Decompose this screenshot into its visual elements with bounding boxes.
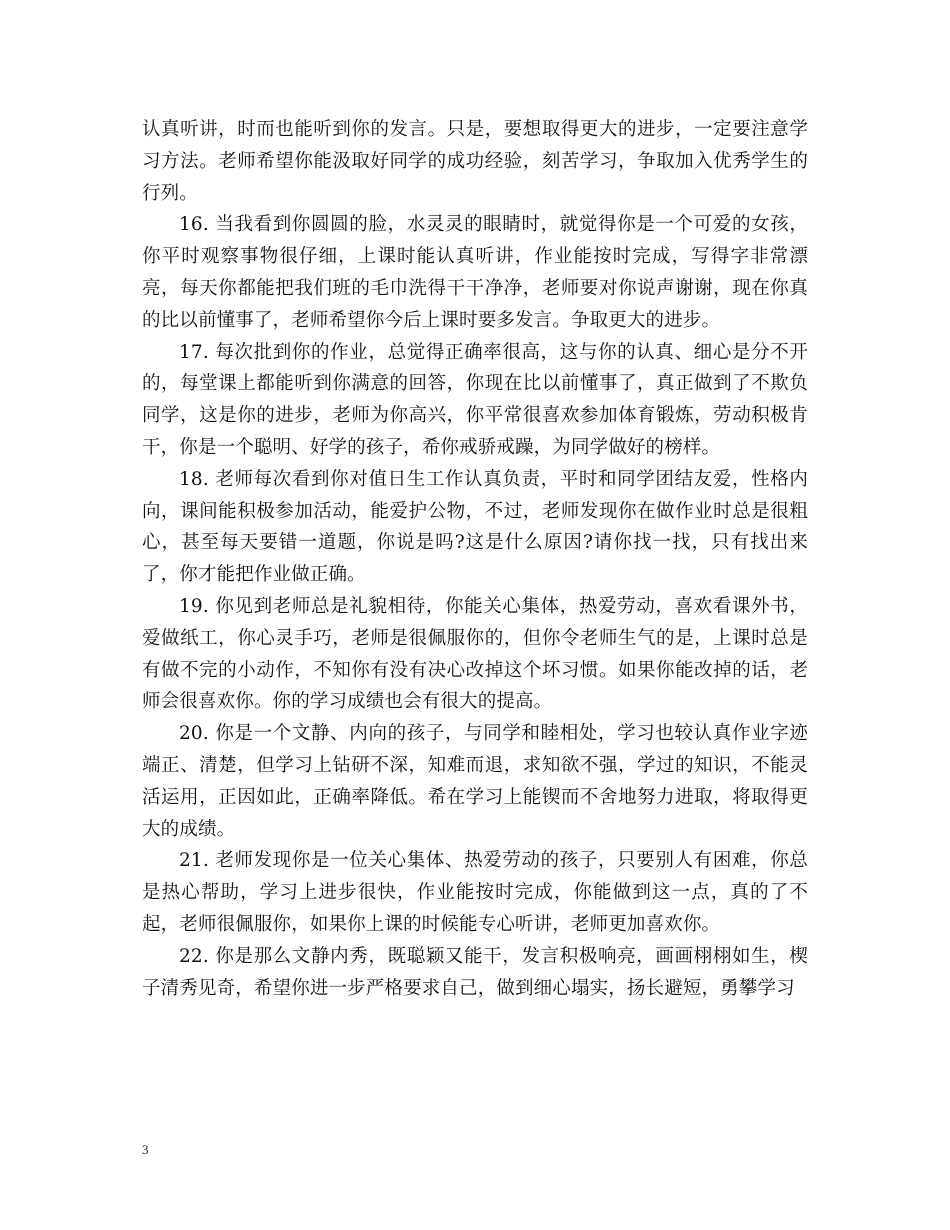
page-number: 3 (142, 1142, 149, 1157)
paragraph-20: 20. 你是一个文静、内向的孩子，与同学和睦相处，学习也较认真作业字迹端正、清楚，但学习上钻研不深，知难而退，求知欲不强，学过的知识，不能灵活运用，正因如此，正确率降低。希在学习上能锲而不舍地努力进取，将取得更大的成绩。 (142, 723, 808, 840)
paragraph-15-continued: 认真听讲，时而也能听到你的发言。只是，要想取得更大的进步，一定要注意学习方法。老师希望你能汲取好同学的成功经验，刻苦学习，争取加入优秀学生的行列。 (142, 119, 808, 204)
paragraph-17: 17. 每次批到你的作业，总觉得正确率很高，这与你的认真、细心是分不开的，每堂课上都能听到你满意的回答，你现在比以前懂事了，真正做到了不欺负同学，这是你的进步，老师为你高兴，你平常很喜欢参加体育锻炼，劳动积极肯干，你是一个聪明、好学的孩子，希你戒骄戒躁，为同学做好的榜样。 (142, 341, 808, 458)
paragraph-19: 19. 你见到老师总是礼貌相待，你能关心集体，热爱劳动，喜欢看课外书，爱做纸工，你心灵手巧，老师是很佩服你的，但你令老师生气的是，上课时总是有做不完的小动作，不知你有没有决心改掉这个坏习惯。如果你能改掉的话，老师会很喜欢你。你的学习成绩也会有很大的提高。 (142, 595, 808, 713)
paragraph-21: 21. 老师发现你是一位关心集体、热爱劳动的孩子，只要别人有困难，你总是热心帮助，学习上进步很快，作业能按时完成，你能做到这一点，真的了不起，老师很佩服你，如果你上课的时候能专心听讲，老师更加喜欢你。 (142, 850, 808, 935)
paragraph-18: 18. 老师每次看到你对值日生工作认真负责，平时和同学团结友爱，性格内向，课间能积极参加活动，能爱护公物，不过，老师发现你在做作业时总是很粗心，甚至每天要错一道题，你说是吗?这是什么原因?请你找一找，只有找出来了，你才能把作业做正确。 (142, 468, 808, 586)
paragraph-16: 16. 当我看到你圆圆的脸，水灵灵的眼睛时，就觉得你是一个可爱的女孩，你平时观察事物很仔细，上课时能认真听讲，作业能按时完成，写得字非常漂亮，每天你都能把我们班的毛巾洗得干干净净，老师要对你说声谢谢，现在你真的比以前懂事了，老师希望你今后上课时要多发言。争取更大的进步。 (142, 214, 808, 331)
paragraph-22: 22. 你是那么文静内秀，既聪颖又能干，发言积极响亮，画画栩栩如生，楔子清秀见奇，希望你进一步严格要求自己，做到细心塌实，扬长避短，勇攀学习 (142, 945, 808, 999)
document-body (142, 114, 808, 1004)
